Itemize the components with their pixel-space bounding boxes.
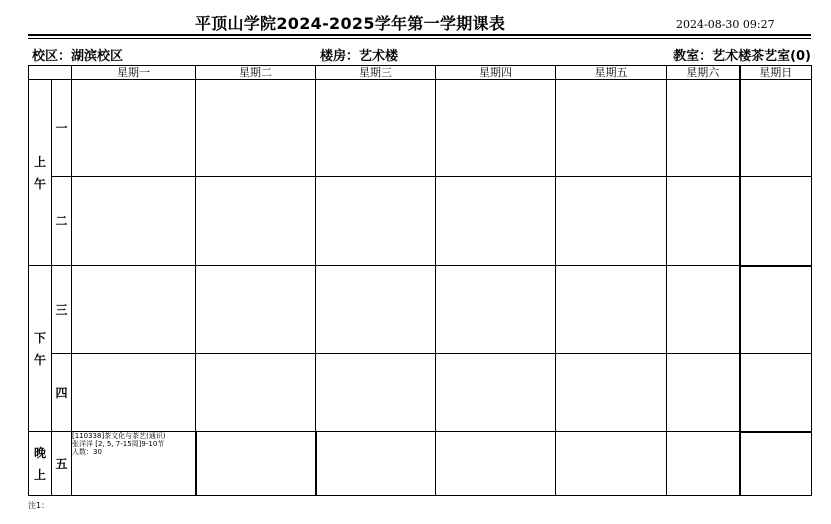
session-afternoon bbox=[29, 266, 52, 432]
day-header-thu: 星期四 bbox=[436, 66, 556, 80]
slot-sun-3 bbox=[740, 266, 812, 354]
course-teacher-weeks: 张洋洋 [2, 5, 7-15周]9-10节 bbox=[72, 440, 165, 448]
slot-sun-5 bbox=[740, 432, 812, 496]
slot-fri-5 bbox=[556, 432, 667, 496]
footnote: 注1： bbox=[28, 501, 50, 510]
timetable-grid bbox=[28, 65, 812, 496]
slot-wed-3 bbox=[316, 266, 436, 354]
building-label: 楼房：艺术楼 bbox=[320, 49, 399, 64]
slot-fri-1 bbox=[556, 80, 667, 177]
slot-sat-5 bbox=[667, 432, 740, 496]
day-header-sun: 星期日 bbox=[740, 66, 812, 80]
slot-mon-2 bbox=[72, 177, 196, 266]
period-label-5: 五 bbox=[52, 432, 72, 496]
corner-cell bbox=[29, 66, 72, 80]
slot-wed-5 bbox=[316, 432, 436, 496]
slot-sat-4 bbox=[667, 354, 740, 432]
slot-wed-1 bbox=[316, 80, 436, 177]
session-morning bbox=[29, 80, 52, 266]
header-rule bbox=[28, 34, 811, 36]
room-label: 教室：艺术楼茶艺室(0) bbox=[673, 49, 811, 64]
slot-fri-3 bbox=[556, 266, 667, 354]
day-header-mon: 星期一 bbox=[72, 66, 196, 80]
session-afternoon-label: 下 午 bbox=[33, 330, 46, 367]
session-evening-label: 晚 上 bbox=[33, 445, 46, 482]
day-header-sat: 星期六 bbox=[667, 66, 740, 80]
period-label-2: 二 bbox=[52, 177, 72, 266]
slot-mon-1 bbox=[72, 80, 196, 177]
period-label-4: 四 bbox=[52, 354, 72, 432]
slot-thu-1 bbox=[436, 80, 556, 177]
period-row-3 bbox=[29, 266, 812, 354]
slot-thu-3 bbox=[436, 266, 556, 354]
printed-timestamp: 2024-08-30 09:27 bbox=[676, 18, 775, 31]
slot-tue-4 bbox=[196, 354, 316, 432]
slot-sat-2 bbox=[667, 177, 740, 266]
slot-thu-5 bbox=[436, 432, 556, 496]
day-header-row bbox=[29, 66, 812, 80]
day-header-tue: 星期二 bbox=[196, 66, 316, 80]
session-evening bbox=[29, 432, 52, 496]
slot-tue-3 bbox=[196, 266, 316, 354]
slot-sun-1 bbox=[740, 80, 812, 177]
slot-thu-4 bbox=[436, 354, 556, 432]
slot-mon-3 bbox=[72, 266, 196, 354]
period-label-3: 三 bbox=[52, 266, 72, 354]
period-row-5 bbox=[29, 432, 812, 496]
slot-wed-4 bbox=[316, 354, 436, 432]
slot-tue-5 bbox=[196, 432, 316, 496]
day-header-fri: 星期五 bbox=[556, 66, 667, 80]
slot-thu-2 bbox=[436, 177, 556, 266]
header-rule-thin bbox=[28, 38, 811, 39]
page-title: 平顶山学院2024-2025学年第一学期课表 bbox=[194, 14, 506, 33]
period-row-4 bbox=[29, 354, 812, 432]
period-row-1 bbox=[29, 80, 812, 177]
slot-tue-1 bbox=[196, 80, 316, 177]
slot-sun-4 bbox=[740, 354, 812, 432]
slot-fri-2 bbox=[556, 177, 667, 266]
period-row-2 bbox=[29, 177, 812, 266]
slot-fri-4 bbox=[556, 354, 667, 432]
slot-sat-1 bbox=[667, 80, 740, 177]
slot-wed-2 bbox=[316, 177, 436, 266]
slot-tue-2 bbox=[196, 177, 316, 266]
session-morning-label: 上 午 bbox=[33, 154, 46, 191]
course-slot-mon-5[interactable] bbox=[72, 432, 196, 496]
period-label-1: 一 bbox=[52, 80, 72, 177]
slot-sun-2 bbox=[740, 177, 812, 266]
slot-sat-3 bbox=[667, 266, 740, 354]
course-headcount: 人数：30 bbox=[72, 448, 102, 456]
slot-mon-4 bbox=[72, 354, 196, 432]
course-title: [110338]茶文化与茶艺(通识) bbox=[72, 432, 166, 440]
day-header-wed: 星期三 bbox=[316, 66, 436, 80]
campus-label: 校区：湖滨校区 bbox=[32, 49, 124, 64]
